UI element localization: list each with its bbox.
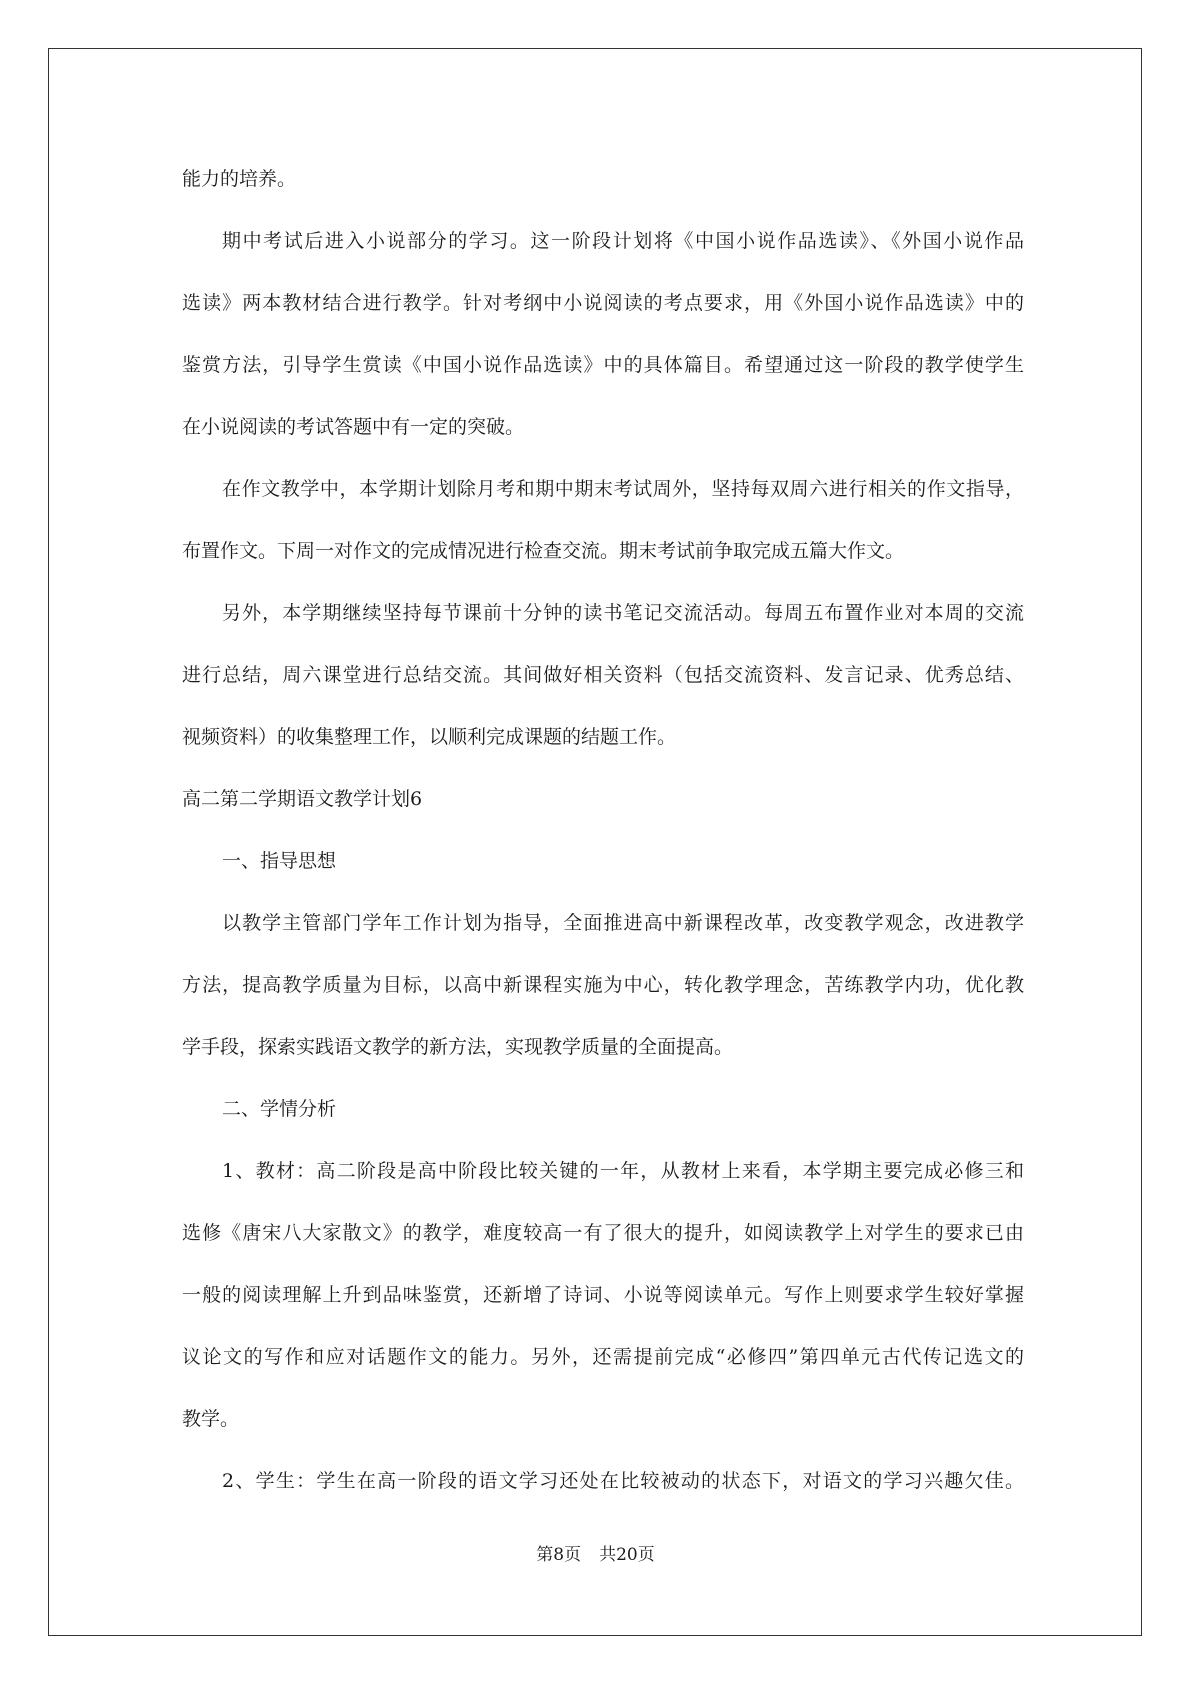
text-line: 进行总结，周六课堂进行总结交流。其间做好相关资料（包括交流资料、发言记录、优秀总结、 xyxy=(182,664,1024,686)
text-line: 一、指导思想 xyxy=(222,850,337,872)
text-line: 教学。 xyxy=(182,1408,240,1430)
text-line: 议论文的写作和应对话题作文的能力。另外，还需提前完成“必修四”第四单元古代传记选文的 xyxy=(182,1346,1024,1368)
text-line: 高二第二学期语文教学计划6 xyxy=(182,788,423,810)
page-total: 共20页 xyxy=(599,1545,655,1565)
page-number: 第8页 xyxy=(536,1545,582,1565)
page-footer xyxy=(0,1540,1191,1565)
text-line: 在小说阅读的考试答题中有一定的突破。 xyxy=(182,416,525,438)
text-line: 以教学主管部门学年工作计划为指导，全面推进高中新课程改革，改变教学观念，改进教学 xyxy=(222,912,1024,934)
text-line: 2、学生：学生在高一阶段的语文学习还处在比较被动的状态下，对语文的学习兴趣欠佳。 xyxy=(222,1470,1024,1492)
text-line: 在作文教学中，本学期计划除月考和期中期末考试周外，坚持每双周六进行相关的作文指导， xyxy=(222,478,1024,500)
text-line: 方法，提高教学质量为目标，以高中新课程实施为中心，转化教学理念，苦练教学内功，优化教 xyxy=(182,974,1024,996)
text-line: 鉴赏方法，引导学生赏读《中国小说作品选读》中的具体篇目。希望通过这一阶段的教学使学生 xyxy=(182,354,1024,376)
document-body xyxy=(182,148,1024,1512)
text-line: 1、教材：高二阶段是高中阶段比较关键的一年，从教材上来看，本学期主要完成必修三和 xyxy=(222,1160,1024,1182)
text-line: 二、学情分析 xyxy=(222,1098,337,1120)
text-line: 选修《唐宋八大家散文》的教学，难度较高一有了很大的提升，如阅读教学上对学生的要求已由 xyxy=(182,1222,1024,1244)
text-line: 另外，本学期继续坚持每节课前十分钟的读书笔记交流活动。每周五布置作业对本周的交流 xyxy=(222,602,1024,624)
text-line: 能力的培养。 xyxy=(182,168,297,190)
text-line: 一般的阅读理解上升到品味鉴赏，还新增了诗词、小说等阅读单元。写作上则要求学生较好掌握 xyxy=(182,1284,1024,1306)
text-line: 学手段，探索实践语文教学的新方法，实现教学质量的全面提高。 xyxy=(182,1036,734,1058)
text-line: 选读》两本教材结合进行教学。针对考纲中小说阅读的考点要求，用《外国小说作品选读》中的 xyxy=(182,292,1024,314)
text-line: 期中考试后进入小说部分的学习。这一阶段计划将《中国小说作品选读》、《外国小说作品 xyxy=(222,230,1024,252)
text-line: 视频资料）的收集整理工作，以顺利完成课题的结题工作。 xyxy=(182,726,677,748)
text-line: 布置作文。下周一对作文的完成情况进行检查交流。期末考试前争取完成五篇大作文。 xyxy=(182,540,905,562)
